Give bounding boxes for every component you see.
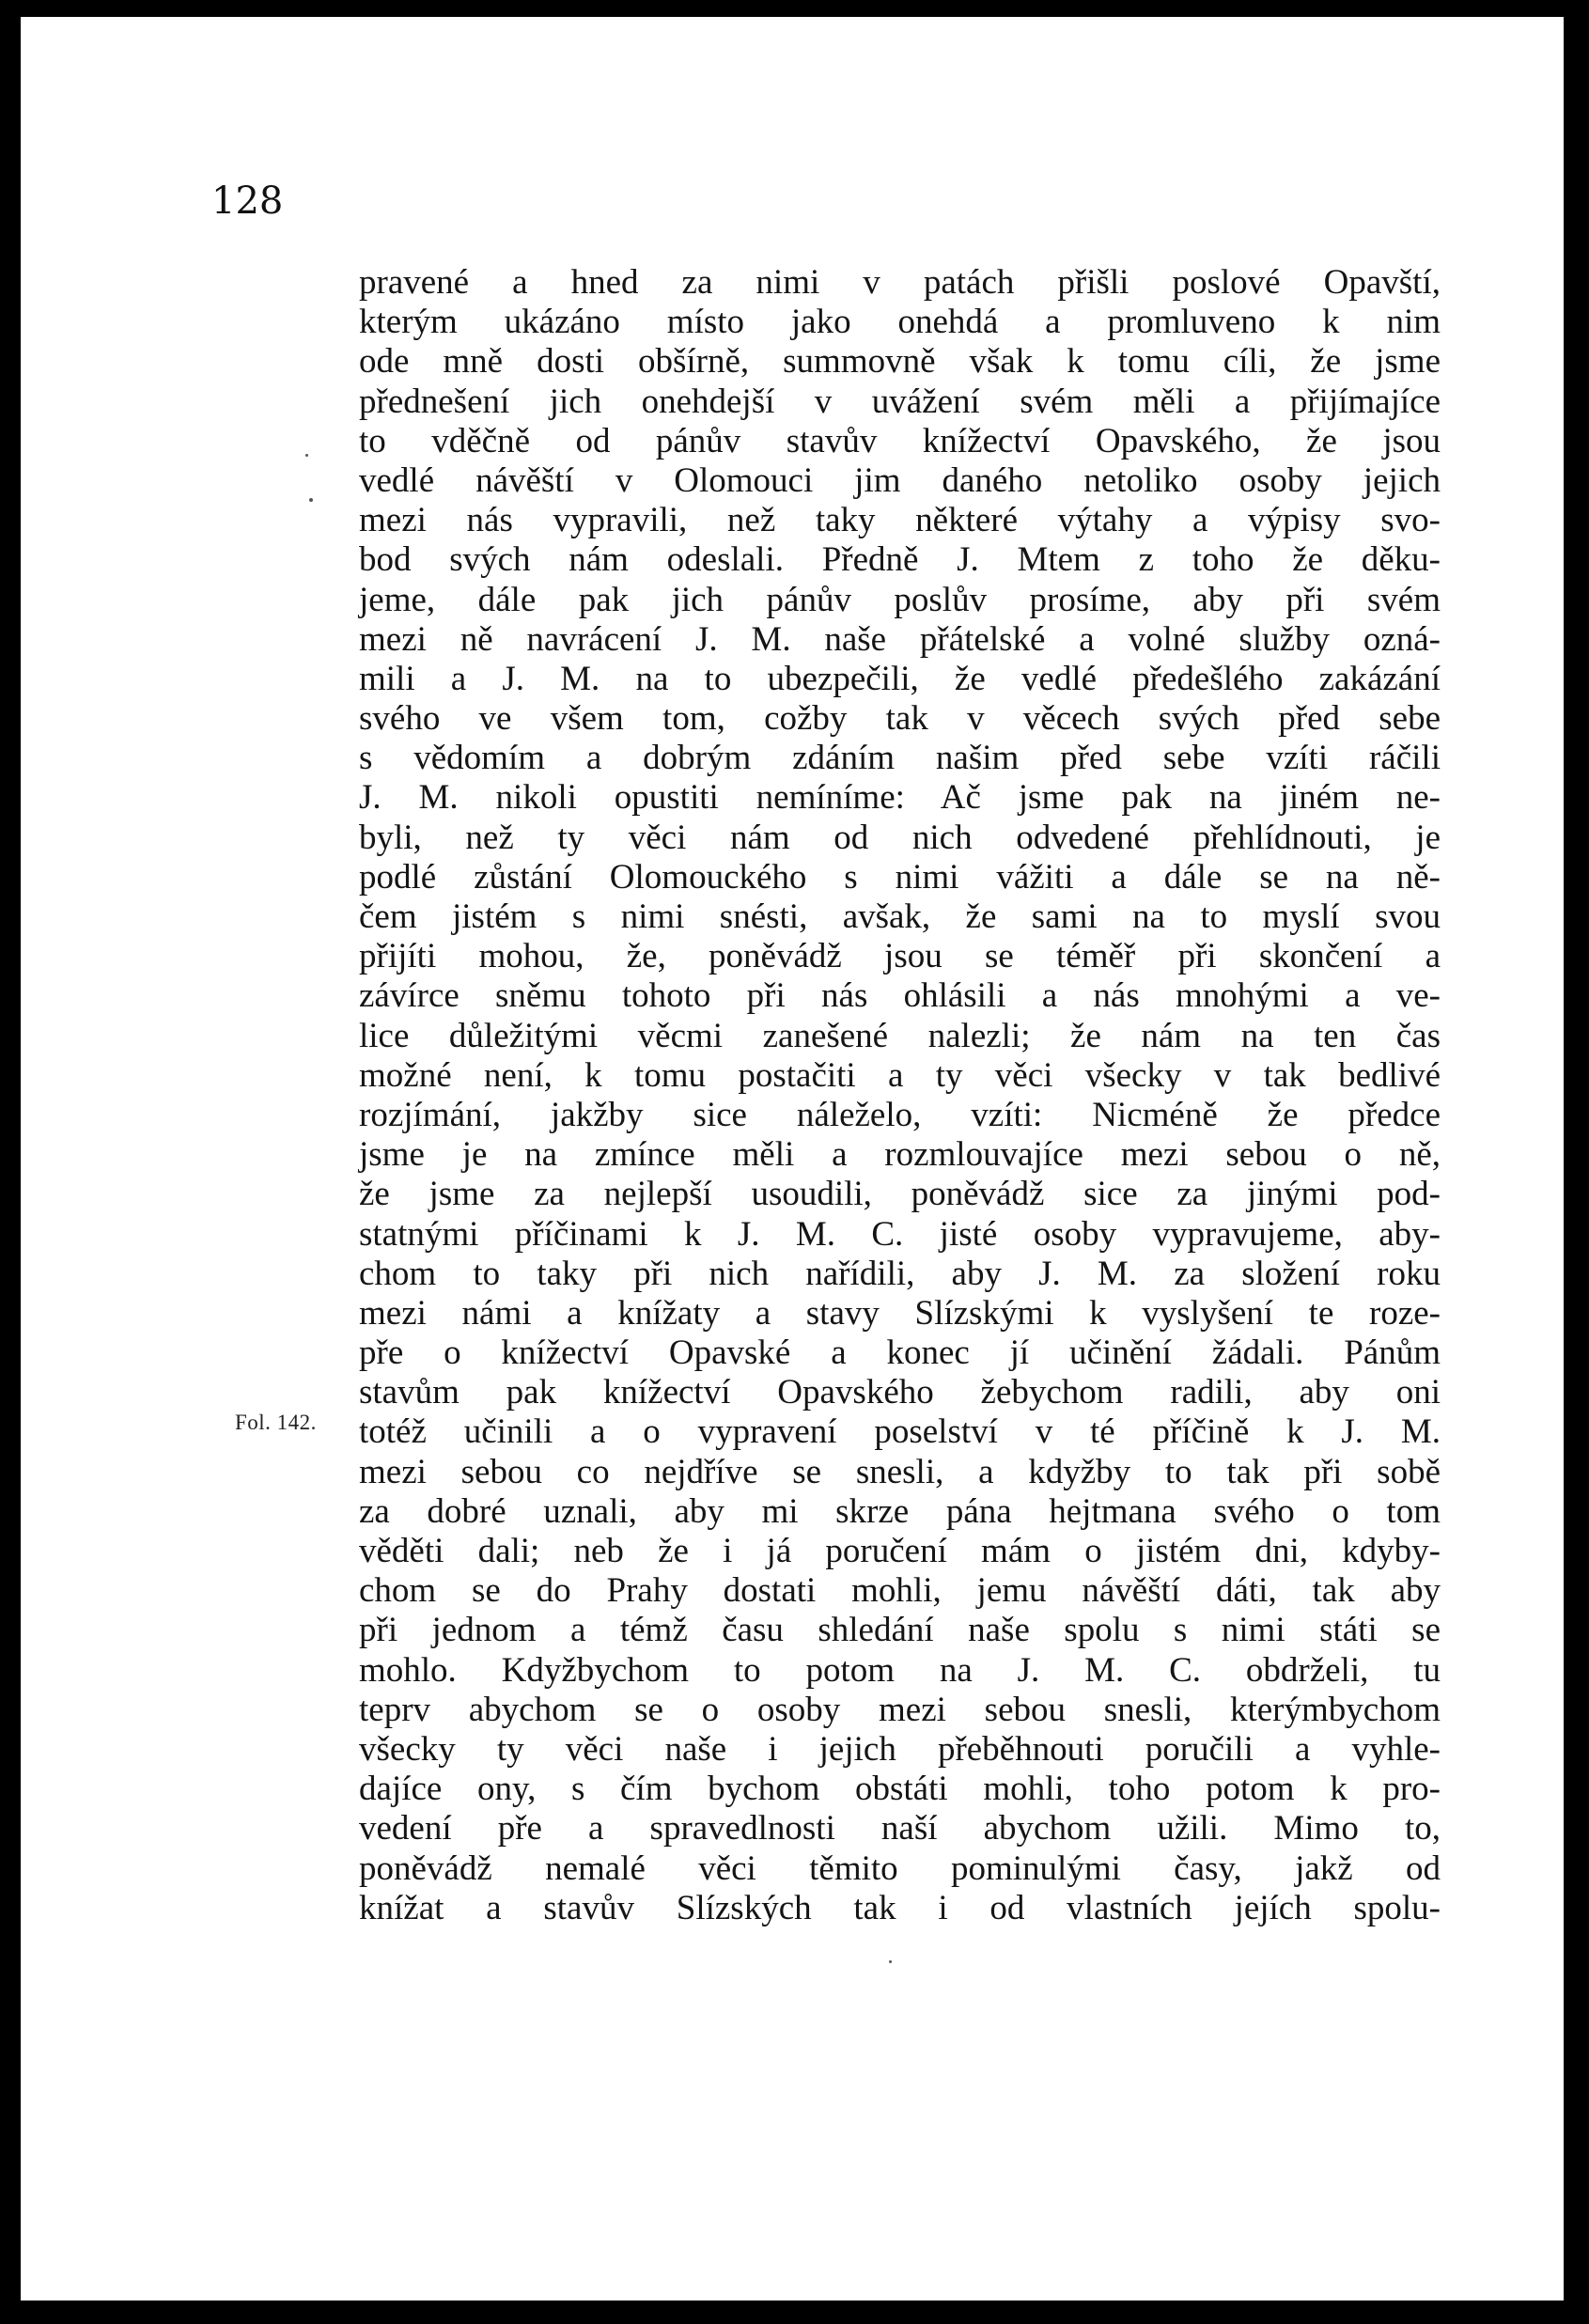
text-line: teprv abychom se o osoby mezi sebou snesli, kterýmbychom (359, 1690, 1441, 1729)
text-line: chom se do Prahy dostati mohli, jemu návěští dáti, tak aby (359, 1571, 1441, 1611)
text-line: rozjímání, jakžby sice náleželo, vzíti: Nicméně že předce (359, 1095, 1441, 1134)
text-line: možné není, k tomu postačiti a ty věci všecky v tak bedlivé (359, 1055, 1441, 1095)
text-line: mezi ně navrácení J. M. naše přátelské a volné služby ozná- (359, 619, 1441, 659)
book-page (21, 17, 1564, 2301)
text-line: všecky ty věci naše i jejich přeběhnouti poručili a vyhle- (359, 1729, 1441, 1769)
text-line: knížat a stavův Slízských tak i od vlastních jejích spolu- (359, 1888, 1441, 1927)
text-line: vedlé návěští v Olomouci jim daného netoliko osoby jejich (359, 460, 1441, 500)
text-line: s vědomím a dobrým zdáním našim před sebe vzíti ráčili (359, 739, 1441, 778)
text-line: jsme je na zmínce měli a rozmlouvajíce mezi sebou o ně, (359, 1135, 1441, 1175)
text-line: mili a J. M. na to ubezpečili, že vedlé předešlého zakázání (359, 659, 1441, 698)
text-line: mezi námi a knížaty a stavy Slízskými k vyslyšení te roze- (359, 1293, 1441, 1333)
text-line: kterým ukázáno místo jako onehdá a promluveno k nim (359, 303, 1441, 342)
text-line: byli, než ty věci nám od nich odvedené přehlídnouti, je (359, 818, 1441, 857)
text-line: stavům pak knížectví Opavského žebychom radili, aby oni (359, 1373, 1441, 1412)
text-line: bod svých nám odeslali. Předně J. Mtem z toho že děku- (359, 540, 1441, 580)
text-line: poněvádž nemalé věci těmito pominulými časy, jakž od (359, 1848, 1441, 1888)
text-line: že jsme za nejlepší usoudili, poněvádž sice za jinými pod- (359, 1175, 1441, 1214)
text-line: mohlo. Kdyžbychom to potom na J. M. C. obdrželi, tu (359, 1650, 1441, 1690)
text-line: totéž učinili a o vypravení poselství v té příčině k J. M. (359, 1412, 1441, 1452)
folio-margin-note: Fol. 142. (235, 1411, 317, 1434)
text-line: pravené a hned za nimi v patách přišli poslové Opavští, (359, 263, 1441, 302)
text-line: přijíti mohou, že, poněvádž jsou se téměř při skončení a (359, 937, 1441, 976)
text-line: za dobré uznali, aby mi skrze pána hejtmana svého o tom (359, 1491, 1441, 1531)
text-line: ode mně dosti obšírně, summovně však k tomu cíli, že jsme (359, 342, 1441, 382)
text-line: mezi sebou co nejdříve se snesli, a kdyžby to tak při sobě (359, 1452, 1441, 1491)
page-number: 128 (211, 179, 284, 223)
text-line: vedení pře a spravedlnosti naší abychom užili. Mimo to, (359, 1809, 1441, 1848)
text-line: věděti dali; neb že i já poručení mám o jistém dni, kdyby- (359, 1532, 1441, 1570)
scan-speck (889, 1960, 892, 1963)
text-line: chom to taky při nich nařídili, aby J. M. za složení roku (359, 1254, 1441, 1293)
text-line: dajíce ony, s čím bychom obstáti mohli, toho potom k pro- (359, 1770, 1441, 1809)
text-line: podlé zůstání Olomouckého s nimi vážiti a dále se na ně- (359, 857, 1441, 897)
text-line: statnými příčinami k J. M. C. jisté osoby vypravujeme, aby- (359, 1214, 1441, 1254)
text-line: čem jistém s nimi snésti, avšak, že sami na to myslí svou (359, 897, 1441, 936)
scan-speck (305, 454, 308, 457)
text-line: to vděčně od pánův stavův knížectví Opavského, že jsou (359, 421, 1441, 460)
text-line: jeme, dále pak jich pánův poslův prosíme, aby při svém (359, 580, 1441, 619)
text-line: pře o knížectví Opavské a konec jí učinění žádali. Pánům (359, 1334, 1441, 1373)
text-line: lice důležitými věcmi zanešené nalezli; že nám na ten čas (359, 1016, 1441, 1055)
text-line: mezi nás vypravili, než taky některé výtahy a výpisy svo- (359, 501, 1441, 540)
text-line: závírce sněmu tohoto při nás ohlásili a nás mnohými a ve- (359, 976, 1441, 1016)
text-line: přednešení jich onehdejší v uvážení svém měli a přijímajíce (359, 382, 1441, 421)
scan-speck (309, 498, 313, 502)
body-text (359, 263, 1441, 1928)
text-line: J. M. nikoli opustiti nemíníme: Ač jsme pak na jiném ne- (359, 778, 1441, 818)
text-line: svého ve všem tom, cožby tak v věcech svých před sebe (359, 699, 1441, 739)
text-line: při jednom a témž času shledání naše spolu s nimi státi se (359, 1611, 1441, 1650)
